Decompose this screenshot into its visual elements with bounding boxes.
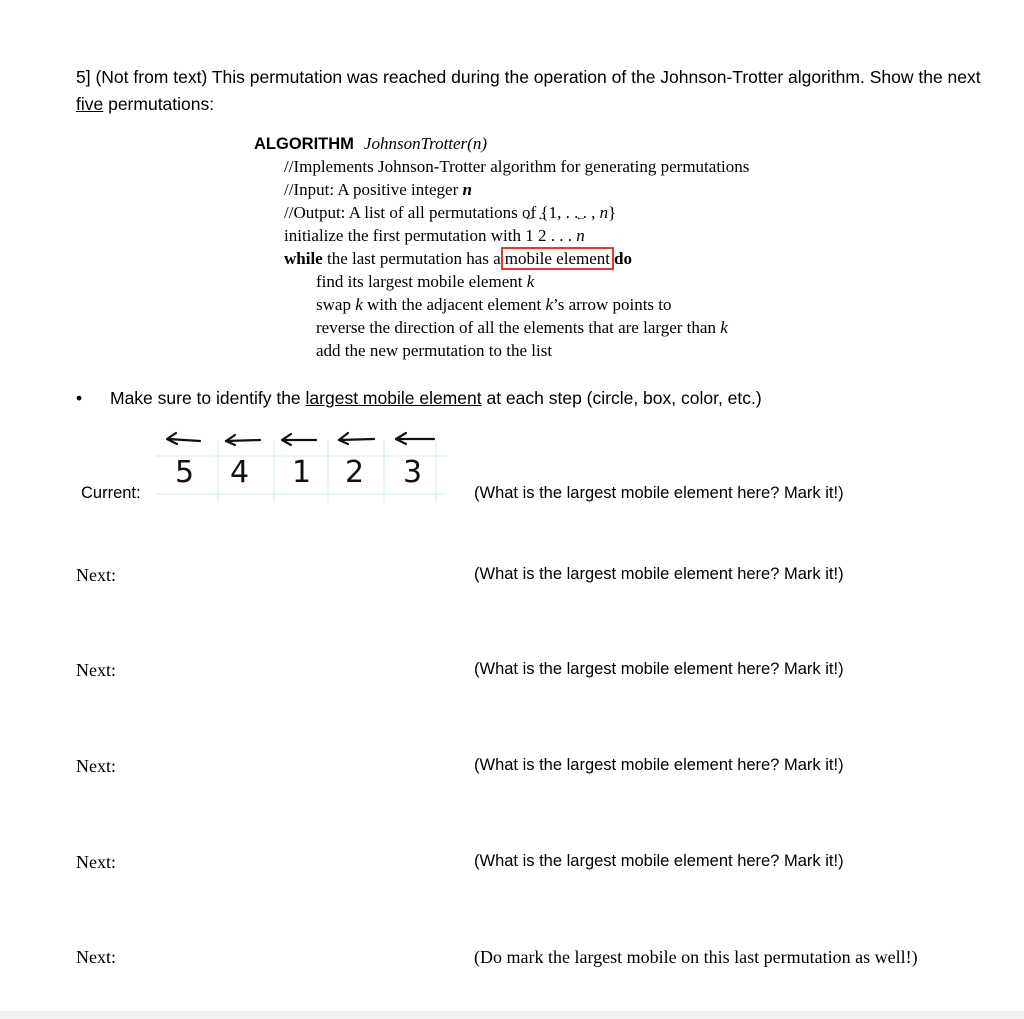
comment-3-var: n <box>599 203 609 222</box>
step-1-var: k <box>526 272 535 291</box>
current-digit: 5 <box>175 455 195 490</box>
next-label: Next: <box>76 756 116 776</box>
algorithm-keyword: ALGORITHM <box>254 135 354 153</box>
step-2-b: with the adjacent element <box>362 295 546 314</box>
algorithm-comment-3 <box>254 201 749 224</box>
step-3-text: reverse the direction of all the elements that are larger than <box>316 318 721 337</box>
last-prompt: (Do mark the largest mobile on this last permutation as well!) <box>474 947 918 967</box>
arrow-left-icon <box>167 433 200 444</box>
next-label: Next: <box>76 565 116 585</box>
algorithm-heading <box>254 132 749 155</box>
bullet-symbol: • <box>76 388 83 408</box>
algorithm-comment-2 <box>254 178 749 201</box>
algorithm-block <box>254 132 749 362</box>
init-seq-dots: . . . <box>550 226 572 245</box>
arrow-left-icon <box>226 435 260 445</box>
step-2-var2: k <box>545 295 553 314</box>
algorithm-step-3 <box>254 316 749 339</box>
next-prompt: (What is the largest mobile element here? Mark it!) <box>474 852 844 870</box>
arrow-left-icon <box>339 433 374 444</box>
current-digit: 4 <box>230 455 250 490</box>
algorithm-name: JohnsonTrotter(n) <box>363 134 487 153</box>
current-digit: 3 <box>403 455 423 490</box>
step-2-a: swap <box>316 295 356 314</box>
while-keyword: while <box>284 249 323 268</box>
next-label: Next: <box>76 852 116 872</box>
init-text: initialize the first permutation with <box>284 226 526 245</box>
algorithm-comment-1: //Implements Johnson-Trotter algorithm for generating permutations <box>284 157 750 176</box>
next-label: Next: <box>76 660 116 680</box>
step-2-var: k <box>355 295 363 314</box>
next-label: Next: <box>76 947 116 967</box>
init-seq-2: ← 2 <box>538 224 547 247</box>
do-keyword: do <box>614 249 632 268</box>
step-2-c: ’s arrow points to <box>552 295 672 314</box>
algorithm-while-line <box>254 247 749 270</box>
init-seq-n: ← n <box>576 224 585 247</box>
question-suffix: permutations: <box>103 94 215 114</box>
current-prompt: (What is the largest mobile element here? Mark it!) <box>474 484 844 502</box>
current-digit: 1 <box>292 455 312 490</box>
next-prompt: (What is the largest mobile element here? Mark it!) <box>474 660 844 678</box>
question-text <box>76 64 996 118</box>
bullet-prefix: Make sure to identify the <box>110 388 306 408</box>
comment-3-text: //Output: A list of all permutations of {1, . . . , <box>284 203 600 222</box>
current-digit: 2 <box>345 455 365 490</box>
algorithm-init-line <box>254 224 749 247</box>
mobile-element-box: mobile element <box>501 247 614 270</box>
current-label: Current: <box>81 484 141 502</box>
question-underlined: five <box>76 94 104 114</box>
arrow-left-icon <box>396 433 434 444</box>
init-seq-1: ← 1 <box>525 224 534 247</box>
while-text: the last permutation has a <box>322 249 501 268</box>
page-bottom-edge <box>0 1011 1024 1019</box>
algorithm-step-1 <box>254 270 749 293</box>
instruction-bullet <box>76 386 762 410</box>
next-prompt: (What is the largest mobile element here? Mark it!) <box>474 756 844 774</box>
comment-2-var: n <box>462 180 472 199</box>
algorithm-step-4: add the new permutation to the list <box>316 341 553 360</box>
algorithm-step-2 <box>254 293 749 316</box>
bullet-suffix: at each step (circle, box, color, etc.) <box>481 388 762 408</box>
comment-3-end: } <box>608 203 617 222</box>
step-3-var: k <box>720 318 728 337</box>
arrow-left-icon <box>282 434 316 445</box>
comment-2-text: //Input: A positive integer <box>284 180 463 199</box>
step-1-text: find its largest mobile element <box>316 272 527 291</box>
bullet-underlined: largest mobile element <box>305 388 482 408</box>
question-prefix: 5] (Not from text) This permutation was reached during the operation of the Johnson-Trotter algorithm. Show the next <box>76 67 981 87</box>
next-prompt: (What is the largest mobile element here? Mark it!) <box>474 565 844 583</box>
